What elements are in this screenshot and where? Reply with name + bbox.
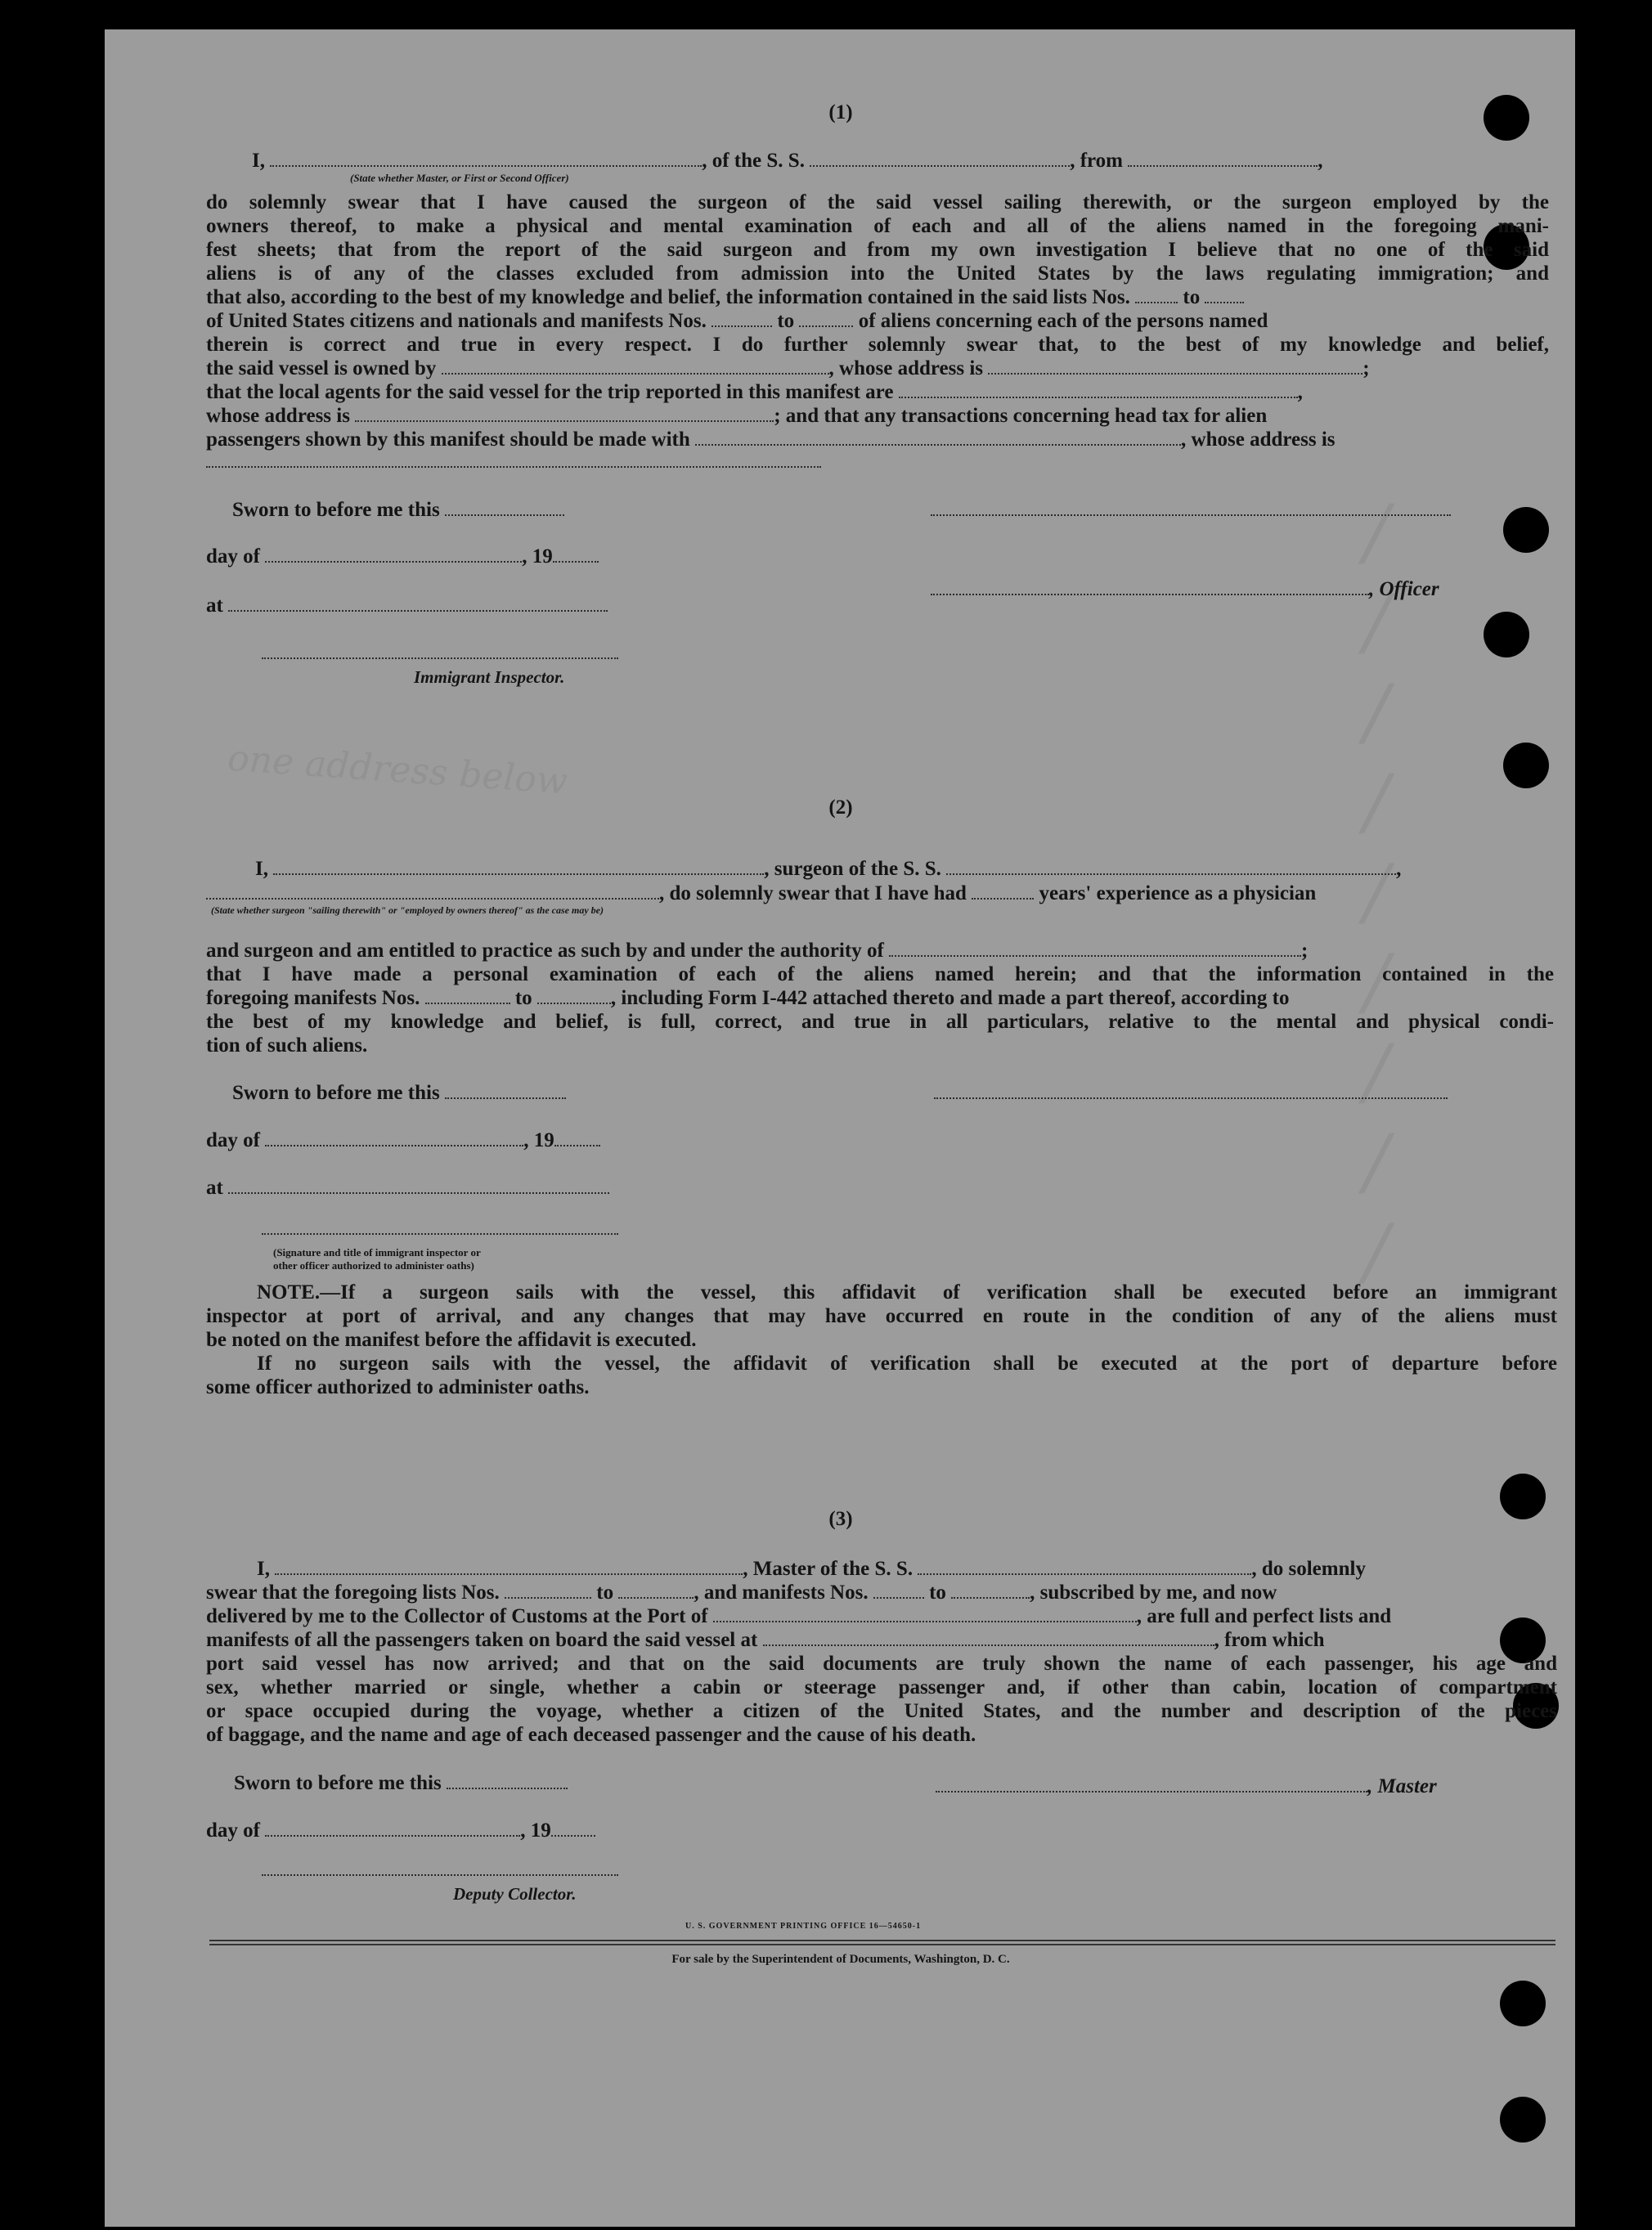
note-label: NOTE. <box>257 1281 321 1303</box>
master-name-field[interactable] <box>275 1559 743 1575</box>
officer-name-field[interactable] <box>270 150 702 167</box>
lists-no-to-field[interactable] <box>1205 287 1244 303</box>
vessel-owner-field[interactable] <box>442 358 829 375</box>
s2-line-2: , do solemnly swear that I have had years' experience as a physician <box>206 882 1316 905</box>
s1-agents-line: that the local agents for the said vessel for the trip reported in this manifest are , <box>206 381 1303 403</box>
punch-hole <box>1503 743 1549 788</box>
s2-manifests-line: foregoing manifests Nos. to , including Form I-442 attached thereto and made a part thereof, according to <box>206 987 1290 1009</box>
s1-officer-signature-field[interactable] <box>931 579 1369 595</box>
s3-year-field[interactable] <box>551 1820 595 1837</box>
s1-year-field[interactable] <box>553 546 599 563</box>
handwritten-margin-note: one address below <box>226 737 569 803</box>
s3-sworn-line: Sworn to before me this <box>234 1771 568 1795</box>
sale-notice: For sale by the Superintendent of Documents, Washington, D. C. <box>671 1953 1010 1966</box>
s2-sworn-date-field[interactable] <box>445 1083 566 1099</box>
s1-officer-caption: (State whether Master, or First or Second Officer) <box>350 172 569 184</box>
s2-note-line: some officer authorized to administer oaths. <box>206 1376 590 1398</box>
s2-manifests-from-field[interactable] <box>425 988 510 1004</box>
s1-headtax-address-line <box>206 450 821 473</box>
s1-inspector-label: Immigrant Inspector. <box>414 667 565 687</box>
headtax-address-field[interactable] <box>206 451 821 468</box>
s1-inspector-sign-line <box>262 641 618 665</box>
s2-signature-caption: (Signature and title of immigrant inspector or <box>273 1246 481 1259</box>
punch-hole <box>1500 2097 1546 2143</box>
s2-line-1: I, , surgeon of the S. S. , <box>255 858 1402 880</box>
s2-manifests-to-field[interactable] <box>537 988 611 1004</box>
s3-day-field[interactable] <box>265 1820 520 1837</box>
s3-lists-to-field[interactable] <box>618 1582 694 1599</box>
s3-manifests-from-field[interactable] <box>873 1582 924 1599</box>
punch-hole <box>1503 507 1549 553</box>
punch-hole <box>1484 612 1529 657</box>
s2-note-line: be noted on the manifest before the affidavit is executed. <box>206 1329 697 1351</box>
footer-rule <box>209 1944 1555 1945</box>
agent-address-field[interactable] <box>355 406 774 422</box>
s2-authority-line: and surgeon and am entitled to practice as such by and under the authority of ; <box>206 940 1309 962</box>
s1-at-field[interactable] <box>228 595 608 612</box>
s1-headtax-line: passengers shown by this manifest should be made with , whose address is <box>206 429 1336 451</box>
boarding-port-field[interactable] <box>763 1630 1214 1646</box>
surgeon-name-field[interactable] <box>273 859 764 875</box>
s1-lists-line: that also, according to the best of my knowledge and belief, the information contained in the said lists Nos. to <box>206 285 1244 309</box>
s2-surgeon-signature-field[interactable] <box>934 1083 1448 1099</box>
s1-para-line: do solemnly swear that I have caused the surgeon of the said vessel sailing therewith, or the surgeon employed by the <box>206 191 1549 213</box>
s3-para-line: or space occupied during the voyage, whether a citizen of the United States, and the number and description of the pieces <box>206 1700 1557 1722</box>
surgeon-status-field[interactable] <box>206 883 659 900</box>
s2-at-line: at <box>206 1176 609 1200</box>
s1-signature-line <box>931 498 1451 522</box>
s2-day-line: day of , 19 <box>206 1128 600 1152</box>
s1-signature-field[interactable] <box>931 500 1451 516</box>
s1-para-line: fest sheets; that from the report of the said surgeon and from my own investigation I believe that no one of the said <box>206 239 1549 261</box>
s2-vessel-field[interactable] <box>946 859 1396 875</box>
vessel-name-field[interactable] <box>810 150 1070 167</box>
s2-note-line: If no surgeon sails with the vessel, the affidavit of verification shall be executed at the port of departure before <box>257 1353 1557 1375</box>
s2-note-line: NOTE.—If a surgeon sails with the vessel, this affidavit of verification shall be executed before an immigrant <box>257 1281 1557 1303</box>
port-of-customs-field[interactable] <box>713 1606 1137 1622</box>
s1-from-label: , from <box>1070 150 1123 172</box>
s1-manifests-line: of United States citizens and nationals and manifests Nos. to of aliens concerning each of the persons named <box>206 310 1268 332</box>
licensing-authority-field[interactable] <box>889 940 1301 957</box>
s2-note-line: inspector at port of arrival, and any changes that may have occurred en route in the condition of any of the aliens must <box>206 1305 1557 1327</box>
local-agents-field[interactable] <box>899 382 1298 398</box>
s3-para-line: of baggage, and the name and age of each deceased passenger and the cause of his death. <box>206 1724 976 1746</box>
s3-para-line: port said vessel has now arrived; and that on the said documents are truly shown the name of each passenger, his age and <box>206 1653 1557 1675</box>
s1-sworn-date-field[interactable] <box>445 500 564 516</box>
s3-lists-from-field[interactable] <box>505 1582 591 1599</box>
printing-office-imprint: U. S. GOVERNMENT PRINTING OFFICE 16—54650-1 <box>685 1922 922 1931</box>
s2-para-line: that I have made a personal examination of each of the aliens named herein; and that the information contained in the <box>206 963 1554 985</box>
s1-i-label: I, <box>252 150 265 172</box>
s1-day-field[interactable] <box>265 546 522 563</box>
s2-sworn-line: Sworn to before me this <box>232 1081 566 1105</box>
s3-line-2: swear that the foregoing lists Nos. to , and manifests Nos. to , subscribed by me, and now <box>206 1582 1277 1604</box>
s1-of-ss-label: , of the S. S. <box>702 150 805 172</box>
s3-sworn-date-field[interactable] <box>447 1773 568 1789</box>
punch-hole <box>1500 1981 1546 2026</box>
s3-vessel-field[interactable] <box>918 1559 1251 1575</box>
departure-port-field[interactable] <box>1128 150 1318 167</box>
s2-year-field[interactable] <box>554 1130 600 1146</box>
s3-para-line: sex, whether married or single, whether a cabin or steerage passenger and, if other than cabin, location of compartment <box>206 1676 1557 1698</box>
owner-address-field[interactable] <box>988 358 1362 375</box>
s2-para-line: tion of such aliens. <box>206 1034 368 1057</box>
s2-signature-line <box>934 1081 1448 1105</box>
s2-signature-caption: other officer authorized to administer oaths) <box>273 1259 474 1272</box>
s2-at-field[interactable] <box>228 1178 609 1194</box>
s1-day-line: day of , 19 <box>206 545 599 568</box>
form-page <box>105 29 1575 2227</box>
s2-inspector-signature-field[interactable] <box>262 1218 618 1235</box>
s1-agent-address-line: whose address is ; and that any transactions concerning head tax for alien <box>206 405 1268 427</box>
section-2-number: (2) <box>828 796 853 819</box>
s3-line-1: I, , Master of the S. S. , do solemnly <box>257 1558 1366 1580</box>
headtax-contact-field[interactable] <box>695 429 1181 446</box>
deputy-collector-label: Deputy Collector. <box>453 1884 577 1904</box>
handwritten-check-marks: / / / / / / / / / <box>1364 489 1389 1294</box>
s2-para-line: the best of my knowledge and belief, is full, correct, and true in all particulars, relative to the mental and physical condi- <box>206 1011 1554 1033</box>
s1-owner-line: the said vessel is owned by , whose address is ; <box>206 357 1370 379</box>
years-experience-field[interactable] <box>972 883 1034 900</box>
s3-line-4: manifests of all the passengers taken on board the said vessel at , from which <box>206 1629 1325 1651</box>
s2-day-field[interactable] <box>265 1130 523 1146</box>
lists-no-from-field[interactable] <box>1135 287 1178 303</box>
footer-rule <box>209 1940 1555 1941</box>
s1-para-line: owners thereof, to make a physical and mental examination of each and all of the aliens named in the foregoing mani- <box>206 215 1549 237</box>
s1-para-line: therein is correct and true in every respect. I do further solemnly swear that, to the best of my knowledge and belief, <box>206 334 1549 356</box>
s2-inspector-sign-line <box>262 1217 618 1241</box>
master-signature-field[interactable] <box>936 1776 1367 1793</box>
s1-officer-line: , Officer <box>931 577 1439 601</box>
s1-sworn-line: Sworn to before me this <box>232 498 564 522</box>
manifests-no-from-field[interactable] <box>712 311 772 327</box>
s2-status-caption: (State whether surgeon "sailing therewith" or "employed by owners thereof" as the case may be) <box>211 904 604 916</box>
s3-deputy-sign-line <box>262 1858 618 1882</box>
s3-line-3: delivered by me to the Collector of Customs at the Port of , are full and perfect lists and <box>206 1605 1392 1627</box>
manifests-no-to-field[interactable] <box>799 311 853 327</box>
s3-day-line: day of , 19 <box>206 1819 595 1842</box>
section-3-number: (3) <box>828 1508 853 1530</box>
s3-master-line: , Master <box>936 1775 1437 1798</box>
section-1-number: (1) <box>828 101 853 123</box>
s1-inspector-signature-field[interactable] <box>262 643 618 659</box>
deputy-collector-signature-field[interactable] <box>262 1860 618 1876</box>
s1-at-line: at <box>206 594 608 617</box>
s3-manifests-to-field[interactable] <box>951 1582 1030 1599</box>
s1-para-line: aliens is of any of the classes excluded from admission into the United States by the laws regulating immigration; and <box>206 262 1549 285</box>
s1-line-1: I, , of the S. S. , from , <box>252 150 1323 172</box>
